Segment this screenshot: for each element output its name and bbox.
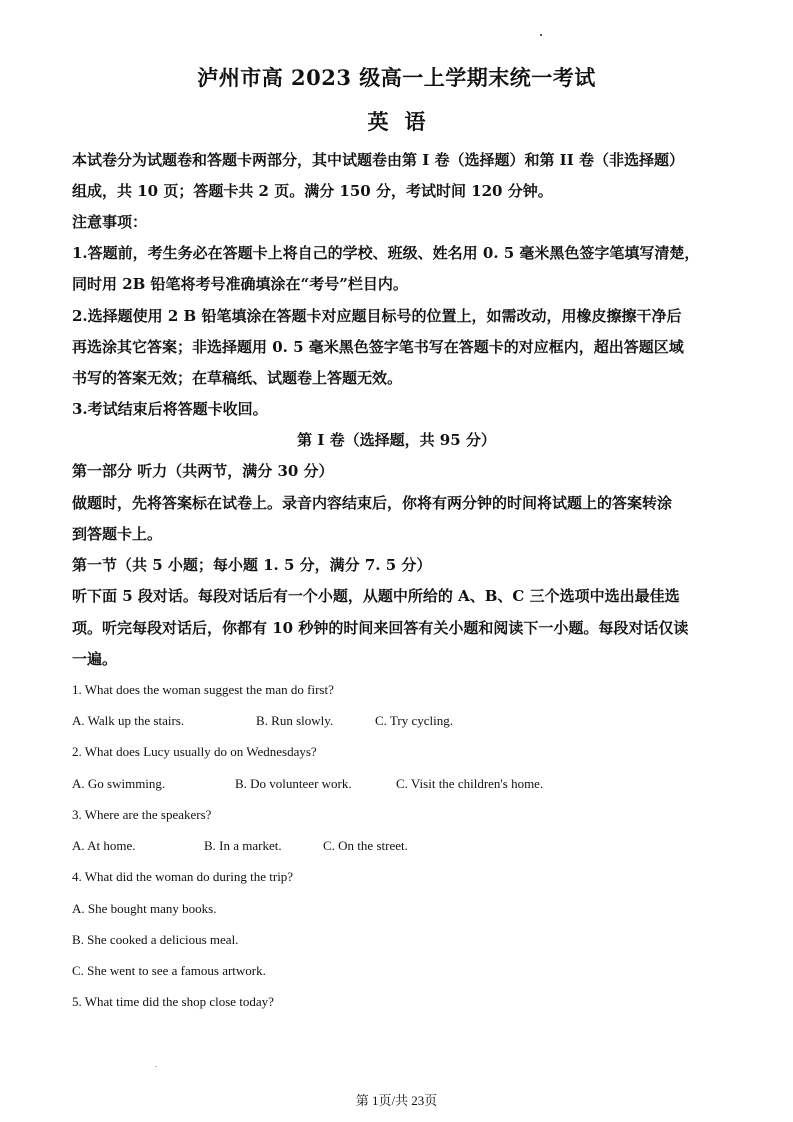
- notice-item-2-line-1: 2.选择题使用 2 B 铅笔填涂在答题卡对应题目标号的位置上，如需改动，用橡皮擦擦干净后: [72, 307, 682, 325]
- intro-line-2: 组成，共 10 页；答题卡共 2 页。满分 150 分，考试时间 120 分钟。: [72, 182, 553, 200]
- question-2: 2. What does Lucy usually do on Wednesdays?: [72, 744, 317, 759]
- section-1-instruction-line-2: 项。听完每段对话后，你都有 10 秒钟的时间来回答有关小题和阅读下一小题。每段对话仅读: [72, 619, 689, 637]
- notice-item-1-line-1: 1.答题前，考生务必在答题卡上将自己的学校、班级、姓名用 0. 5 毫米黑色签字笔填写清楚，: [72, 244, 700, 262]
- question-3-option-c: C. On the street.: [323, 838, 408, 853]
- question-2-option-a: A. Go swimming.: [72, 776, 166, 791]
- scan-speck: [540, 34, 542, 36]
- notice-item-2-line-3: 书写的答案无效；在草稿纸、试题卷上答题无效。: [72, 369, 403, 387]
- section-1-title: 第一节（共 5 小题；每小题 1. 5 分，满分 7. 5 分）: [72, 556, 432, 574]
- part-1-instruction-line-2: 到答题卡上。: [72, 525, 163, 543]
- notice-item-2-line-2: 再选涂其它答案；非选择题用 0. 5 毫米黑色签字笔书写在答题卡的对应框内，超出答题区域: [72, 338, 684, 356]
- question-1: 1. What does the woman suggest the man do first?: [72, 682, 334, 697]
- question-2-option-c: C. Visit the children's home.: [396, 776, 544, 791]
- exam-title: 泸州市高 2023 级高一上学期末统一考试: [197, 65, 596, 90]
- section-1-instruction-line-1: 听下面 5 段对话。每段对话后有一个小题，从题中所给的 A、B、C 三个选项中选出最佳选: [72, 587, 680, 605]
- question-4-option-b: B. She cooked a delicious meal.: [72, 932, 239, 947]
- question-3-option-b: B. In a market.: [204, 838, 282, 853]
- question-2-option-b: B. Do volunteer work.: [235, 776, 352, 791]
- part-1-title: 第一部分 听力（共两节，满分 30 分）: [72, 462, 334, 480]
- notice-item-3: 3.考试结束后将答题卡收回。: [72, 400, 268, 418]
- question-4: 4. What did the woman do during the trip?: [72, 869, 294, 884]
- question-5: 5. What time did the shop close today?: [72, 994, 274, 1009]
- section-1-instruction-line-3: 一遍。: [72, 650, 118, 668]
- question-1-option-b: B. Run slowly.: [256, 713, 334, 728]
- question-4-option-c: C. She went to see a famous artwork.: [72, 963, 266, 978]
- question-1-option-a: A. Walk up the stairs.: [72, 713, 185, 728]
- volume-title: 第 I 卷（选择题，共 95 分）: [297, 431, 496, 449]
- question-3-option-a: A. At home.: [72, 838, 136, 853]
- part-1-instruction-line-1: 做题时，先将答案标在试卷上。录音内容结束后，你将有两分钟的时间将试题上的答案转涂: [72, 494, 673, 512]
- page-number: 第 1页/共 23页: [355, 1093, 438, 1108]
- scan-speck: [155, 1066, 157, 1067]
- notice-item-1-line-2: 同时用 2B 铅笔将考号准确填涂在“考号”栏目内。: [72, 275, 408, 293]
- subject-title: 英语: [367, 109, 442, 134]
- notice-heading: 注意事项：: [72, 213, 148, 231]
- intro-line-1: 本试卷分为试题卷和答题卡两部分，其中试题卷由第 I 卷（选择题）和第 II 卷（非选择题）: [72, 151, 684, 169]
- question-3: 3. Where are the speakers?: [72, 807, 212, 822]
- question-4-option-a: A. She bought many books.: [72, 901, 217, 916]
- question-1-option-c: C. Try cycling.: [375, 713, 454, 728]
